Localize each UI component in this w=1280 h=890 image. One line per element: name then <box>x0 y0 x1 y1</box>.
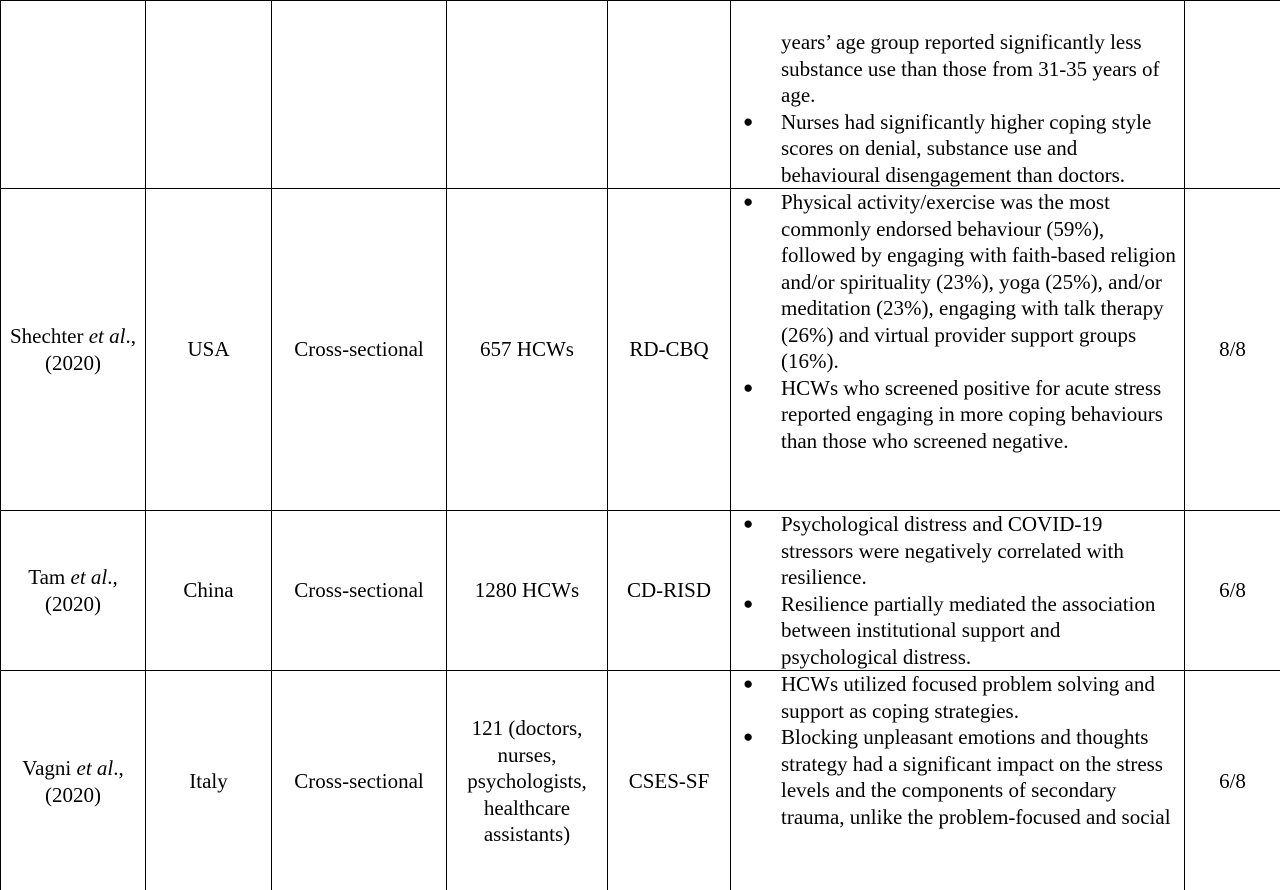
design-cell: Cross-sectional <box>272 671 447 890</box>
bullet-icon: ● <box>743 111 754 131</box>
bullet-icon: ● <box>743 727 754 746</box>
findings-cell <box>731 671 1185 890</box>
score-cell: 6/8 <box>1185 511 1280 671</box>
country-cell <box>146 1 272 189</box>
sample-cell: 121 (doctors, nurses, psychologists, healthcare assistants) <box>447 671 608 890</box>
author-cell <box>1 1 146 189</box>
findings-cell <box>731 511 1185 671</box>
list-item: ● Nurses had significantly higher coping style scores on denial, substance use and behavioural disengagement than doctors. <box>743 109 1152 187</box>
author-cell: Tam et al., (2020) <box>1 511 146 671</box>
findings-cell <box>731 1 1185 189</box>
findings-list <box>741 189 1178 454</box>
score-cell: 6/8 <box>1185 671 1280 890</box>
sample-cell: 657 HCWs <box>447 189 608 511</box>
country-cell: USA <box>146 189 272 511</box>
country-cell: China <box>146 511 272 671</box>
design-cell: Cross-sectional <box>272 189 447 511</box>
findings-cell <box>731 189 1185 511</box>
design-cell: Cross-sectional <box>272 511 447 671</box>
bullet-icon: ● <box>743 192 754 211</box>
table-row <box>1 189 1280 511</box>
table-row <box>1 671 1280 890</box>
list-item: ● Blocking unpleasant emotions and thoughts strategy had a significant impact on the stress levels and the components of secondary trauma, unlike the problem-focused and social <box>743 725 1171 829</box>
findings-list <box>741 511 1178 670</box>
country-cell: Italy <box>146 671 272 890</box>
bullet-icon: ● <box>743 674 754 693</box>
findings-continued: years’ age group reported significantly less substance use than those from 31-35 years of age. <box>781 30 1160 107</box>
table-row <box>1 511 1280 671</box>
bullet-icon: ● <box>743 377 754 397</box>
tool-cell: RD-CBQ <box>608 189 731 511</box>
sample-cell: 1280 HCWs <box>447 511 608 671</box>
list-item: ● Resilience partially mediated the association between institutional support and psychological distress. <box>743 591 1156 669</box>
bullet-icon: ● <box>743 593 754 613</box>
sample-cell <box>447 1 608 189</box>
bullet-icon: ● <box>743 514 754 533</box>
author-cell: Vagni et al., (2020) <box>1 671 146 890</box>
findings-list <box>741 29 1178 188</box>
tool-cell: CD-RISD <box>608 511 731 671</box>
design-cell <box>272 1 447 189</box>
score-cell <box>1185 1 1280 189</box>
author-cell: Shechter et al., (2020) <box>1 189 146 511</box>
findings-list <box>741 671 1178 830</box>
score-cell: 8/8 <box>1185 189 1280 511</box>
tool-cell <box>608 1 731 189</box>
table-row <box>1 1 1280 189</box>
tool-cell: CSES-SF <box>608 671 731 890</box>
list-item: ● Psychological distress and COVID-19 stressors were negatively correlated with resilience. <box>743 512 1124 589</box>
list-item: ● HCWs utilized focused problem solving and support as coping strategies. <box>743 672 1155 723</box>
list-item: ● Physical activity/exercise was the most commonly endorsed behaviour (59%), followed by engaging with faith-based religion and/or spirituality (23%), yoga (25%), and/or meditation (23%), engaging with talk therapy (26%) and virtual provider support groups (16%). <box>743 190 1176 373</box>
list-item: ● HCWs who screened positive for acute stress reported engaging in more coping behaviours than those who screened negative. <box>743 375 1163 453</box>
